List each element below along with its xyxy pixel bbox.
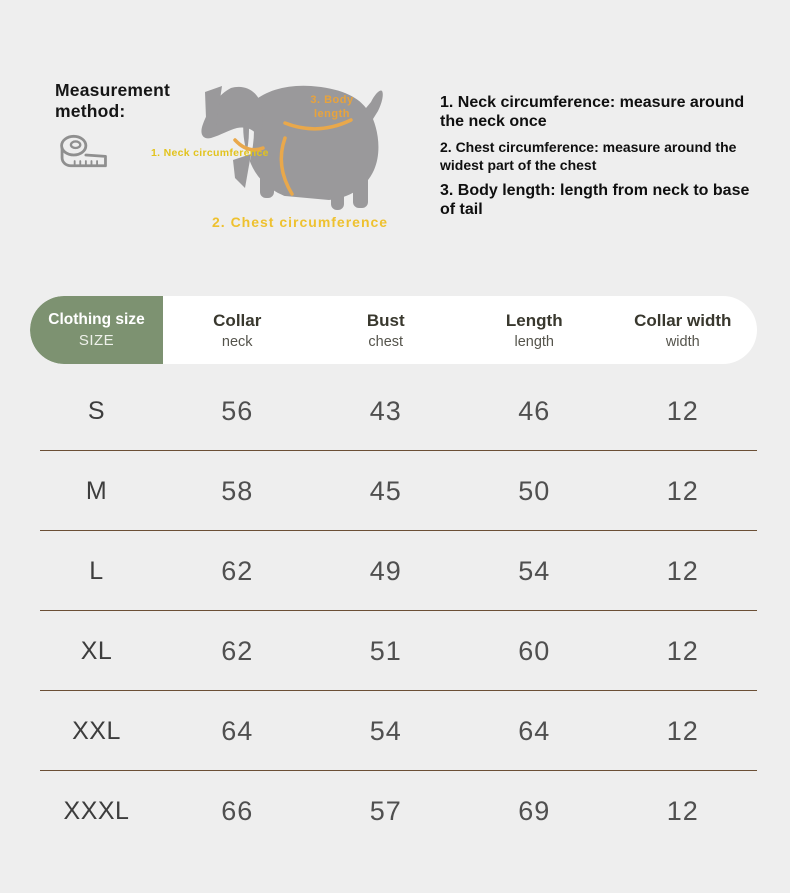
collar-value: 62 (221, 555, 254, 586)
instruction-neck: 1. Neck circumference: measure around the neck once (440, 94, 745, 130)
neck-circumference-label: 1. Neck circumference (151, 147, 269, 159)
size-label: SIZE (78, 332, 115, 349)
bust-value: 51 (369, 635, 402, 666)
chest-circumference-label: 2. Chest circumference (212, 214, 389, 230)
length-value: 46 (518, 395, 551, 426)
size-cell: M (85, 476, 108, 505)
table-row-xl (30, 611, 757, 691)
table-row-l (30, 531, 757, 611)
size-cell: XL (80, 636, 113, 665)
length-value: 64 (518, 715, 551, 746)
collar-value: 56 (221, 395, 254, 426)
instruction-chest: 2. Chest circumference: measure around the widest part of the chest (440, 139, 737, 173)
table-row-xxxl (30, 771, 757, 851)
title-line-2: method: (55, 101, 126, 121)
collar-width-value: 12 (666, 635, 699, 666)
size-table-header (30, 296, 757, 364)
collar-header-cell: Collar neck (213, 310, 262, 350)
collar-width-value: 12 (666, 795, 699, 826)
size-cell: S (87, 396, 106, 425)
collar-width-value: 12 (666, 395, 699, 426)
size-table-rows (30, 371, 757, 851)
table-row-m (30, 451, 757, 531)
length-value: 60 (518, 635, 551, 666)
bust-value: 45 (369, 475, 402, 506)
length-value: 50 (518, 475, 551, 506)
collar-value: 58 (221, 475, 254, 506)
length-value: 69 (518, 795, 551, 826)
collar-value: 62 (221, 635, 254, 666)
collar-width-header-cell: Collar width width (634, 310, 732, 350)
bust-value: 49 (369, 555, 402, 586)
size-cell: L (89, 556, 104, 585)
length-value: 54 (518, 555, 551, 586)
measurement-method-title (55, 80, 170, 122)
bust-value: 54 (369, 715, 402, 746)
bust-header-cell: Bust chest (366, 310, 405, 350)
collar-width-value: 12 (666, 715, 699, 746)
measurement-instructions (440, 93, 764, 227)
size-cell: XXL (72, 716, 121, 745)
title-line-1: Measurement (55, 80, 171, 100)
table-row-xxl (30, 691, 757, 771)
instruction-body-length: 3. Body length: length from neck to base of tail (440, 182, 750, 218)
length-header-cell: Length length (505, 310, 563, 350)
bust-value: 57 (369, 795, 402, 826)
collar-width-value: 12 (666, 555, 699, 586)
collar-width-value: 12 (666, 475, 699, 506)
size-table (30, 296, 757, 851)
table-row-s (30, 371, 757, 451)
collar-value: 66 (221, 795, 254, 826)
clothing-size-label: Clothing size (48, 311, 145, 328)
clothing-size-header-cell (30, 296, 163, 364)
bust-value: 43 (369, 395, 402, 426)
tape-measure-icon (56, 132, 112, 178)
size-cell: XXXL (63, 796, 130, 825)
collar-value: 64 (221, 715, 254, 746)
body-length-label: 3. Body length (310, 94, 354, 120)
